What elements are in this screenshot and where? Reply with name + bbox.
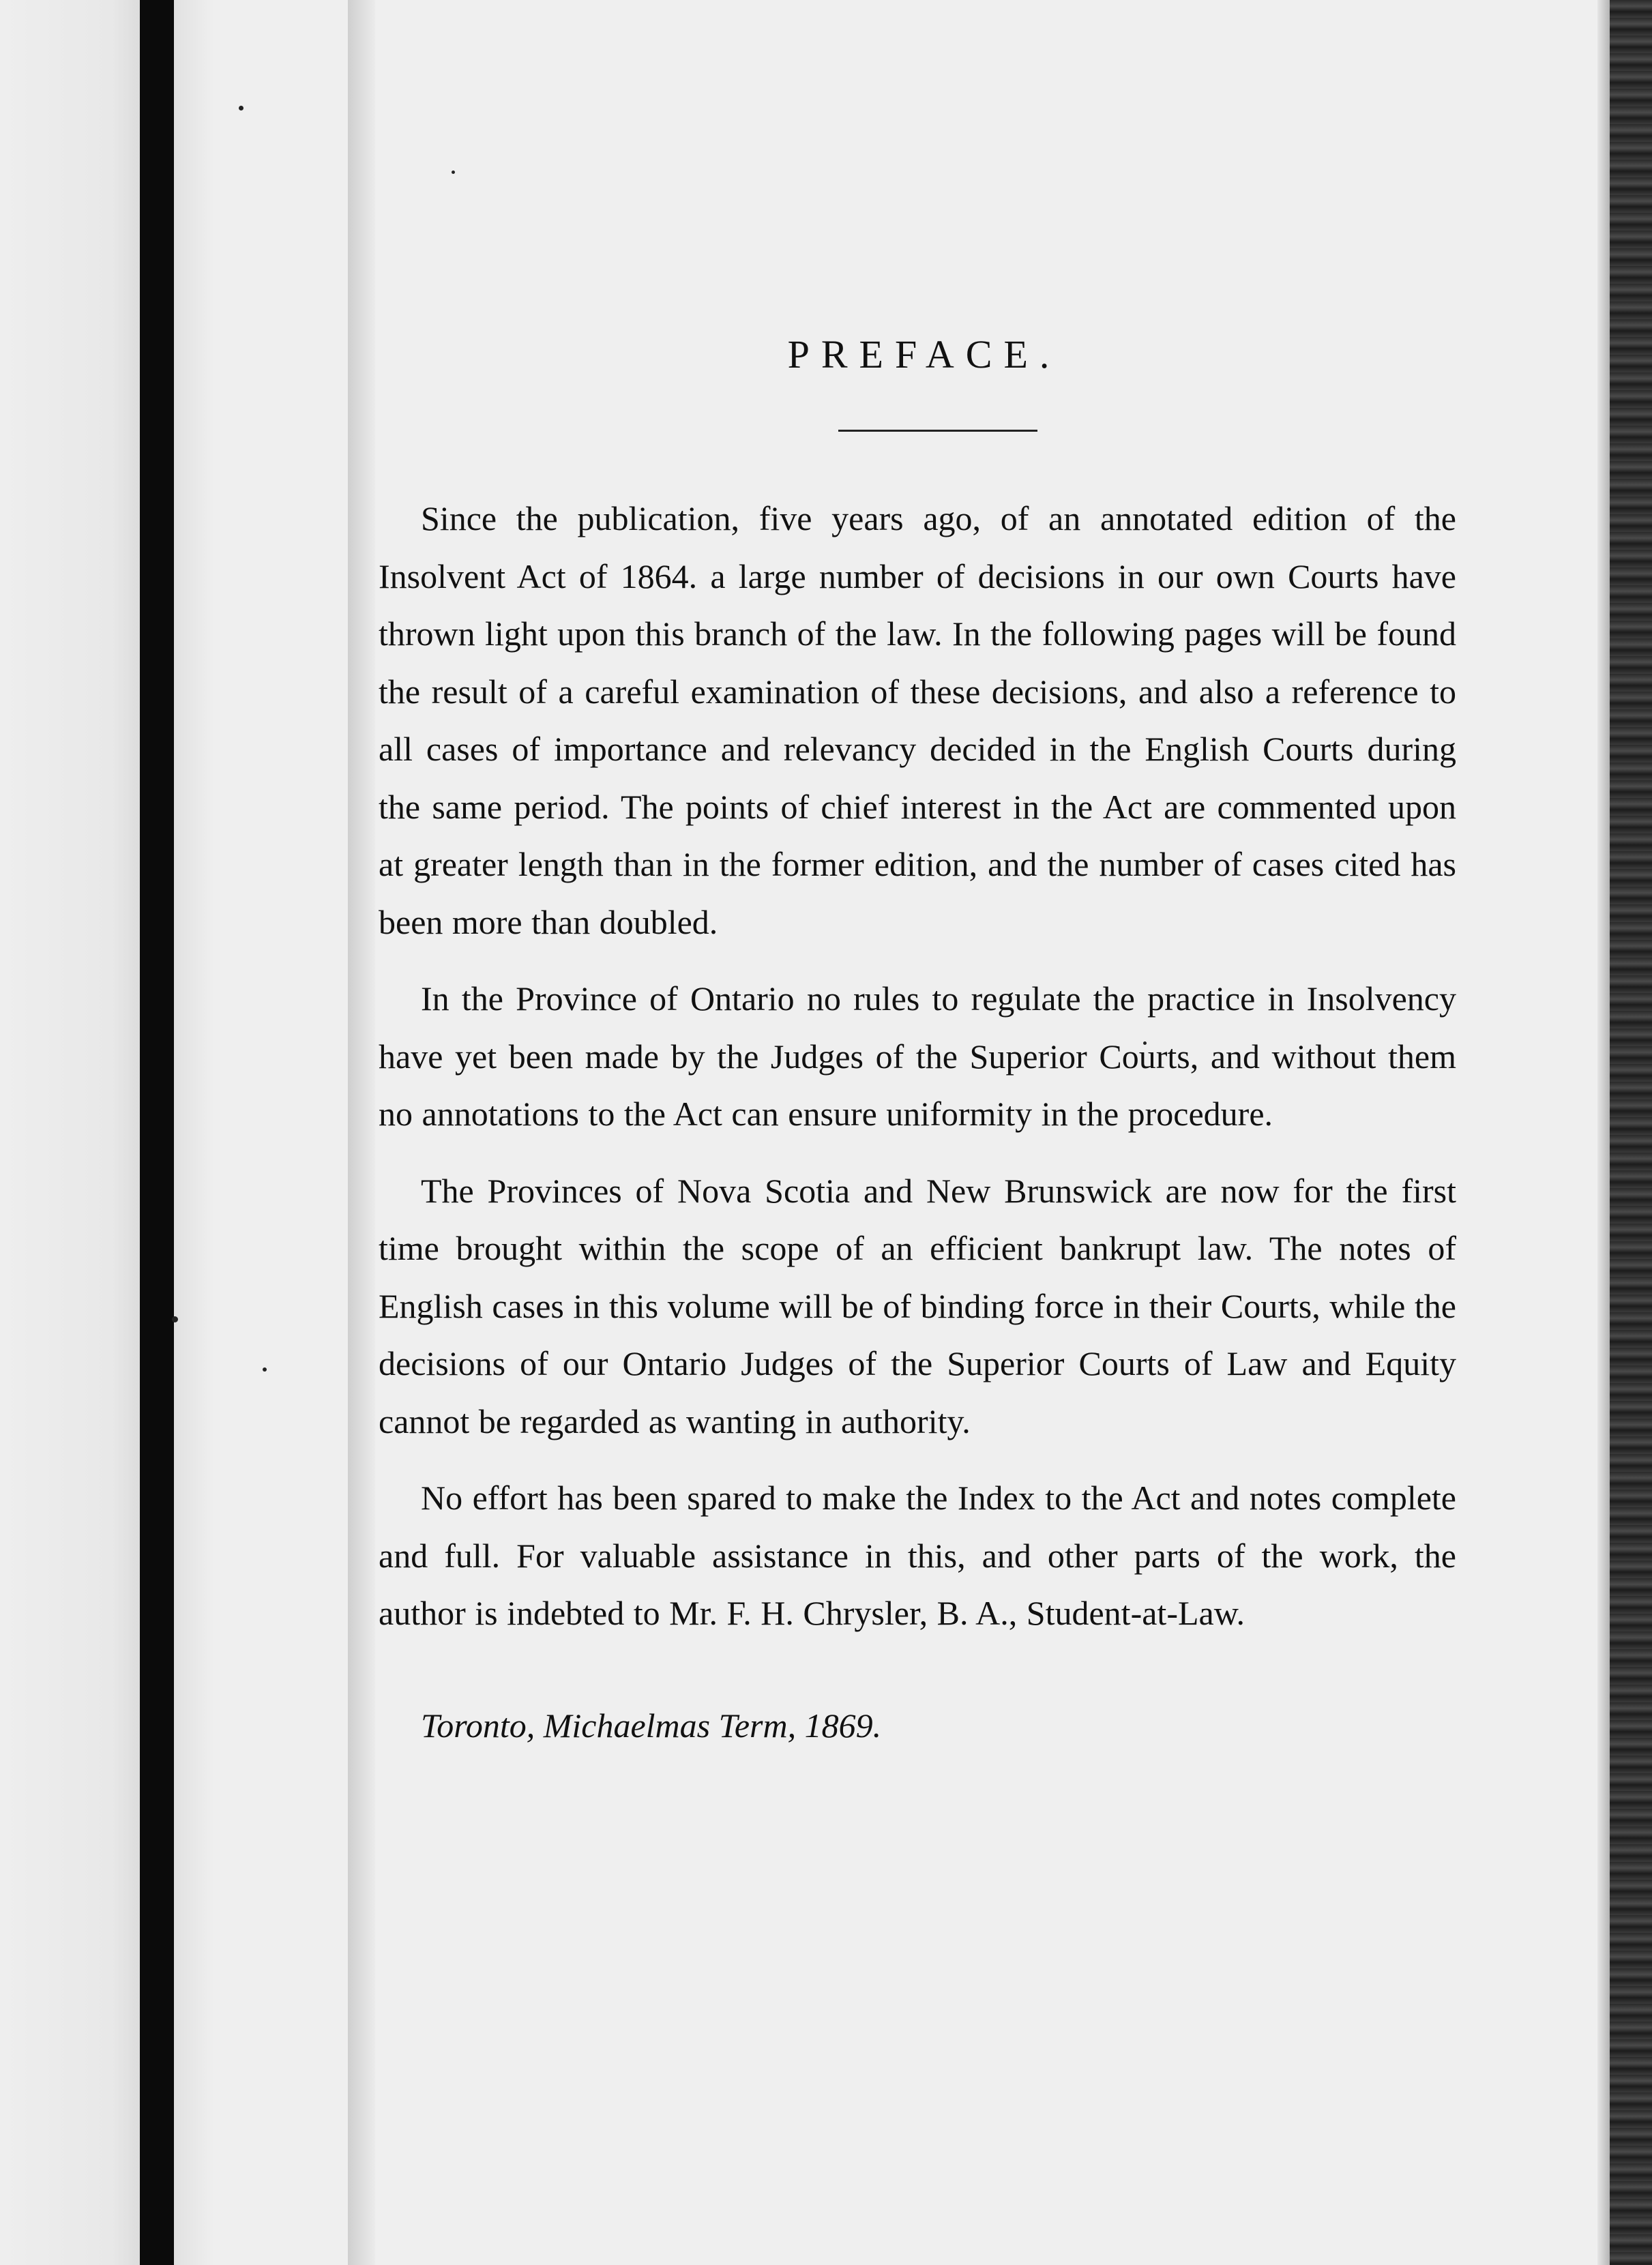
gutter-shadow <box>348 0 375 2265</box>
place-and-date: Toronto, Michaelmas Term, 1869. <box>421 1706 882 1745</box>
facing-page-margin <box>0 0 140 2265</box>
paragraph: No effort has been spared to make the Index to the Act and notes complete and full. For valuable assistance in this, and other parts of the work, the author is indebted to Mr. F. H. Chrysler, B. A., Student-at-Law. <box>379 1479 1456 1632</box>
page-edge-highlight <box>1597 0 1610 2265</box>
page-stack-edge <box>1610 0 1652 2265</box>
page-title: PREFACE. <box>787 332 1061 376</box>
title-rule <box>838 430 1037 432</box>
binding-shadow <box>140 0 174 2265</box>
paragraph: In the Province of Ontario no rules to regulate the practice in Insolvency have yet been made by the Judges of the Superior Courts, and without them no annotations to the Act can ensure uniformity in the procedure. <box>379 979 1456 1133</box>
ink-speck <box>172 1316 178 1322</box>
paragraph: Since the publication, five years ago, of an annotated edition of the Insolvent Act of 1864. a large number of decisions in our own Courts have thrown light upon this branch of the law. In the following pages will be found the result of a careful examination of these decisions, and also a reference to all cases of importance and relevancy decided in the English Courts during the same period. The points of chief interest in the Act are commented upon at greater length than in the former edition, and the number of cases cited has been more than doubled. <box>379 499 1456 941</box>
page-content <box>379 327 1456 1754</box>
paragraph: The Provinces of Nova Scotia and New Brunswick are now for the first time brought within the scope of an efficient bankrupt law. The notes of English cases in this volume will be of binding force in their Courts, while the decisions of our Ontario Judges of the Superior Courts of Law and Equity cannot be regarded as wanting in authority. <box>379 1171 1456 1440</box>
ink-speck <box>452 171 455 174</box>
ink-speck <box>263 1367 267 1372</box>
preface-body <box>379 490 1456 1642</box>
ink-speck <box>239 106 244 110</box>
